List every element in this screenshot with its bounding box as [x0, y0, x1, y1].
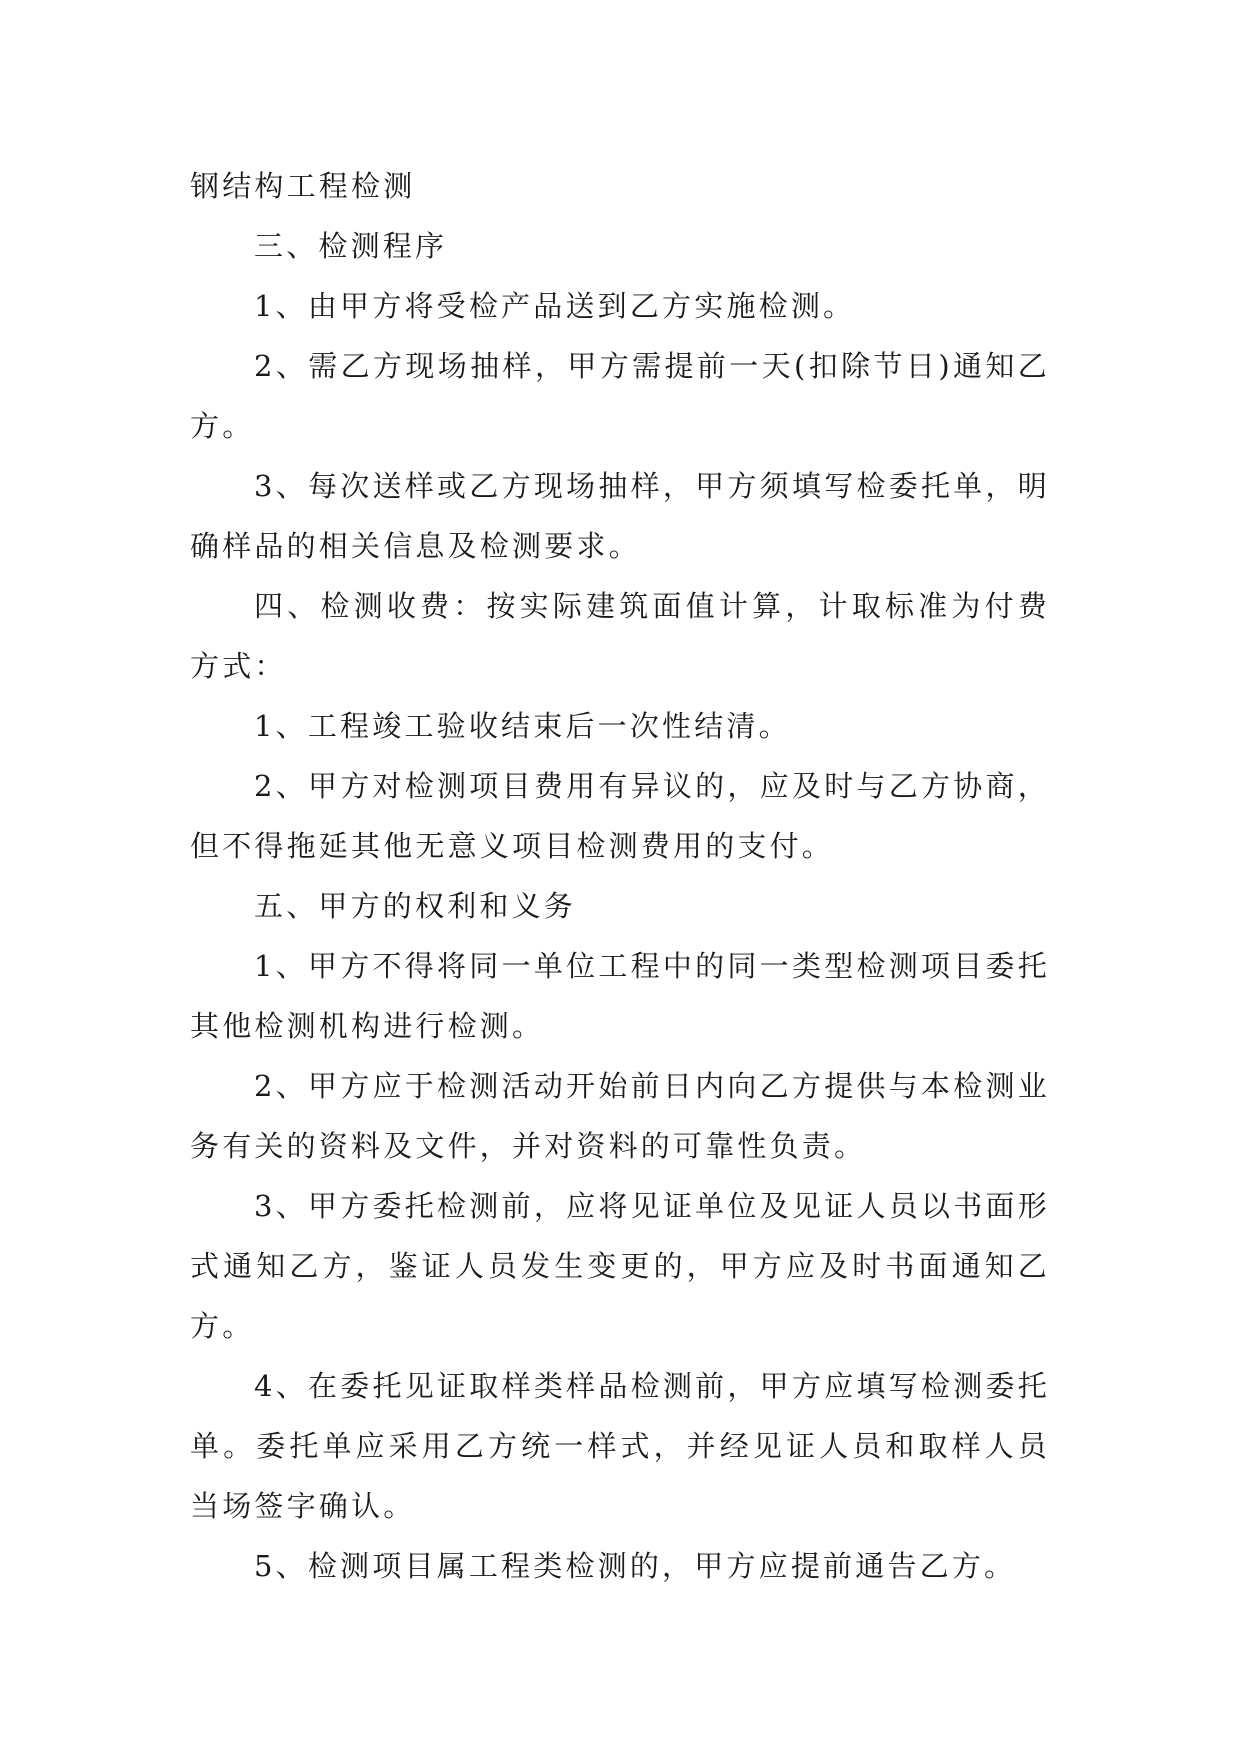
paragraph-section-5-item-2: 2、甲方应于检测活动开始前日内向乙方提供与本检测业务有关的资料及文件，并对资料的可靠性负责。	[190, 1069, 1050, 1163]
paragraph-section-3-title: 三、检测程序	[254, 229, 448, 263]
paragraph-section-5-item-1: 1、甲方不得将同一单位工程中的同一类型检测项目委托其他检测机构进行检测。	[190, 949, 1050, 1043]
paragraph-section-3-item-1: 1、由甲方将受检产品送到乙方实施检测。	[254, 289, 856, 323]
paragraph-section-4-item-1: 1、工程竣工验收结束后一次性结清。	[254, 709, 791, 743]
paragraph-section-3-item-3: 3、每次送样或乙方现场抽样，甲方须填写检委托单，明确样品的相关信息及检测要求。	[190, 469, 1050, 563]
paragraph-section-4-title: 四、检测收费：按实际建筑面值计算，计取标准为付费方式：	[190, 589, 1050, 683]
paragraph-heading-steel: 钢结构工程检测	[190, 169, 416, 203]
document-page	[190, 156, 1050, 1596]
paragraph-section-5-item-4: 4、在委托见证取样类样品检测前，甲方应填写检测委托单。委托单应采用乙方统一样式，并经见证人员和取样人员当场签字确认。	[190, 1369, 1050, 1523]
paragraph-section-5-title: 五、甲方的权利和义务	[254, 889, 577, 923]
paragraph-section-3-item-2: 2、需乙方现场抽样，甲方需提前一天(扣除节日)通知乙方。	[190, 349, 1050, 443]
paragraph-section-4-item-2: 2、甲方对检测项目费用有异议的，应及时与乙方协商，但不得拖延其他无意义项目检测费用的支付。	[190, 769, 1050, 863]
paragraph-section-5-item-5: 5、检测项目属工程类检测的，甲方应提前通告乙方。	[254, 1549, 1017, 1583]
paragraph-section-5-item-3: 3、甲方委托检测前，应将见证单位及见证人员以书面形式通知乙方，鉴证人员发生变更的，甲方应及时书面通知乙方。	[190, 1189, 1050, 1343]
